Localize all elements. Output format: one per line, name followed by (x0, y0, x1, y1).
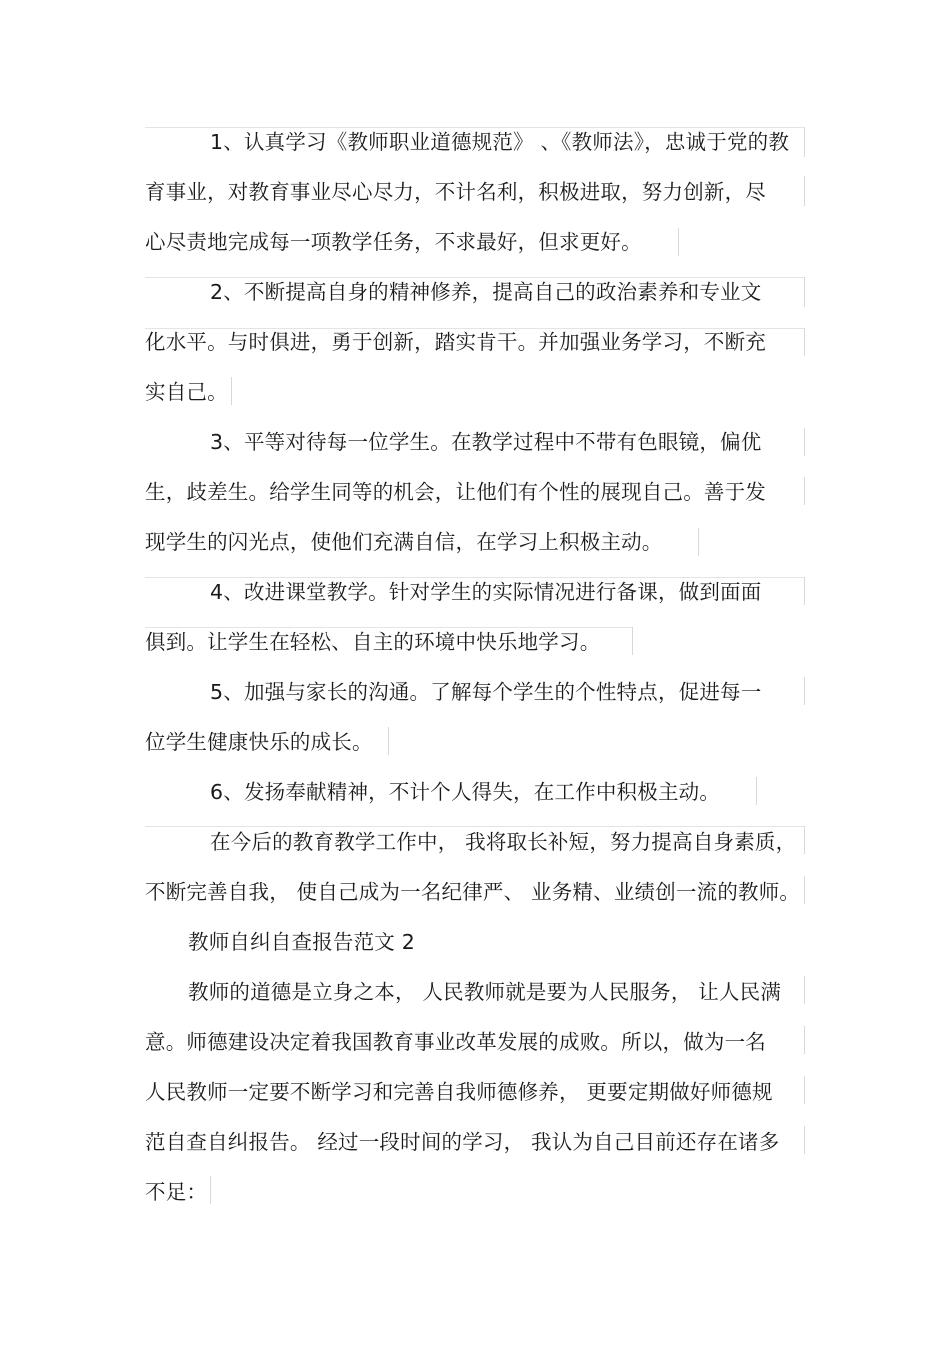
text-line: 俱到。让学生在轻松、自主的环境中快乐地学习。 (145, 630, 601, 654)
text-line: 人民教师一定要不断学习和完善自我师德修养， 更要定期做好师德规 (145, 1080, 773, 1104)
divider (804, 428, 805, 456)
text-line: 2、不断提高自身的精神修养，提高自己的政治素养和专业文 (210, 280, 762, 304)
divider (756, 777, 757, 805)
divider (804, 876, 805, 904)
text-line: 心尽责地完成每一项教学任务，不求最好，但求更好。 (145, 230, 642, 254)
text-line: 6、发扬奉献精神，不计个人得失，在工作中积极主动。 (210, 780, 721, 804)
text-line: 意。师德建设决定着我国教育事业改革发展的成败。所以，做为一名 (145, 1030, 766, 1054)
text-line: 不足： (145, 1180, 208, 1204)
text-line: 范自查自纠报告。 经过一段时间的学习， 我认为自己目前还存在诸多 (145, 1130, 780, 1154)
text-line: 在今后的教育教学工作中， 我将取长补短，努力提高自身素质， (210, 830, 797, 854)
divider (804, 176, 805, 206)
divider (210, 1176, 211, 1204)
divider (804, 1026, 805, 1054)
text-line: 不断完善自我， 使自己成为一名纪律严、 业务精、业绩创一流的教师。 (145, 880, 801, 904)
divider (804, 277, 805, 307)
divider (388, 727, 389, 755)
text-line: 4、改进课堂教学。针对学生的实际情况进行备课，做到面面 (210, 580, 762, 604)
divider (804, 477, 805, 505)
divider (698, 528, 699, 556)
divider (804, 1076, 805, 1104)
divider (145, 277, 805, 278)
text-line: 现学生的闪光点，使他们充满自信，在学习上积极主动。 (145, 530, 663, 554)
text-line: 育事业，对教育事业尽心尽力，不计名利，积极进取，努力创新，尽 (145, 180, 766, 204)
divider (804, 976, 805, 1004)
text-line: 5、加强与家长的沟通。了解每个学生的个性特点，促进每一 (210, 680, 762, 704)
text-line: 实自己。 (145, 380, 228, 404)
divider (678, 228, 679, 256)
text-line: 生，歧差生。给学生同等的机会，让他们有个性的展现自己。善于发 (145, 480, 766, 504)
text-line: 位学生健康快乐的成长。 (145, 730, 373, 754)
divider (145, 127, 805, 128)
section-heading: 教师自纠自查报告范文 2 (188, 930, 415, 954)
divider (804, 127, 805, 157)
divider (804, 577, 805, 605)
text-line: 化水平。与时俱进，勇于创新，踏实肯干。并加强业务学习，不断充 (145, 330, 766, 354)
divider (804, 826, 805, 854)
divider (804, 328, 805, 356)
divider (145, 627, 633, 628)
divider (632, 627, 633, 655)
text-line: 3、平等对待每一位学生。在教学过程中不带有色眼镜，偏优 (210, 430, 762, 454)
text-line: 教师的道德是立身之本， 人民教师就是要为人民服务， 让人民满 (188, 980, 782, 1004)
divider (231, 377, 232, 405)
text-line: 1、认真学习《教师职业道德规范》 、《教师法》，忠诚于党的教 (210, 130, 790, 154)
divider (804, 1126, 805, 1154)
divider (145, 577, 805, 578)
divider (145, 826, 805, 827)
divider (804, 677, 805, 705)
